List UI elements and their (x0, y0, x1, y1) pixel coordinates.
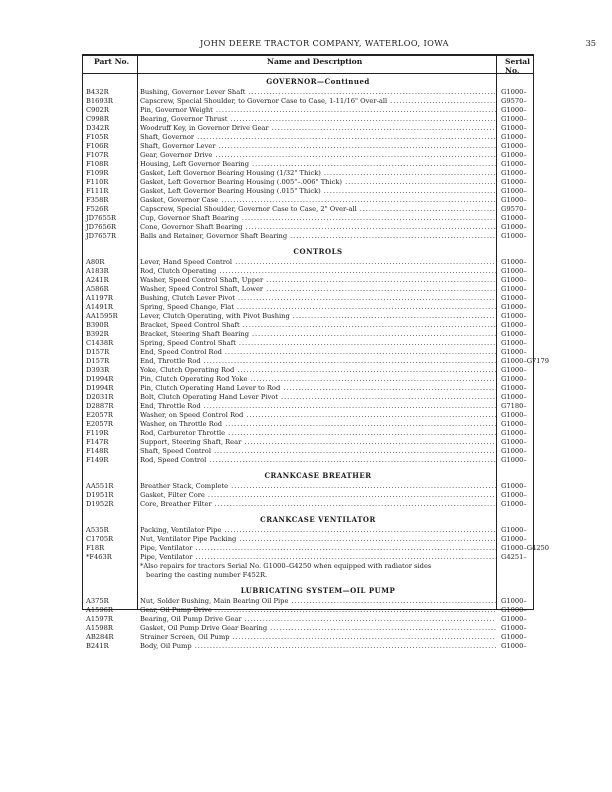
table-row (82, 115, 534, 124)
serial-number: G4251– (501, 553, 527, 561)
part-number: A1596R (86, 606, 113, 614)
part-number: C1438R (86, 339, 114, 347)
part-description: Gasket, Left Governor Bearing Housing (.015" Thick) ..... (140, 187, 496, 196)
part-description: Cup, Governor Shaft Bearing ..... (140, 214, 496, 223)
part-number: AB284R (86, 633, 114, 641)
part-number: *F463R (86, 553, 112, 561)
part-description: Support, Steering Shaft, Rear ..... (140, 438, 496, 447)
serial-number: G1000– (501, 624, 527, 632)
part-description: Rod, Clutch Operating ..... (140, 267, 496, 276)
part-description: Gasket, Oil Pump Drive Gear Bearing ..... (140, 624, 496, 633)
table-row (82, 438, 534, 447)
part-description: Gasket, Governor Case ..... (140, 196, 496, 205)
part-number: D342R (86, 124, 110, 132)
table-row (82, 357, 550, 366)
table-row (82, 553, 534, 562)
serial-number: G1000– (501, 597, 527, 605)
serial-number: G1000– (501, 276, 527, 284)
table-top-rule-inner (82, 55, 534, 56)
serial-number: G1000– (501, 393, 527, 401)
serial-number: G1000– (501, 526, 527, 534)
part-description: Bushing, Clutch Lever Pivot ..... (140, 294, 496, 303)
table-row (82, 456, 534, 465)
table-row (82, 294, 534, 303)
serial-number: G1000– (501, 429, 527, 437)
part-number: A1597R (86, 615, 113, 623)
part-description: Shaft, Governor ..... (140, 133, 496, 142)
part-description: Nut, Solder Bushing, Main Bearing Oil Pipe ..... (140, 597, 496, 606)
part-description: Bolt, Clutch Operating Hand Lever Pivot ..... (140, 393, 496, 402)
serial-number: G1000– (501, 411, 527, 419)
part-number: D1994R (86, 375, 114, 383)
serial-number: G1000– (501, 606, 527, 614)
serial-number: G1000– (501, 535, 527, 543)
table-row (82, 633, 534, 642)
part-number: A183R (86, 267, 109, 275)
page-title: JOHN DEERE TRACTOR COMPANY, WATERLOO, IOWA (200, 38, 449, 48)
footnote-line (82, 571, 534, 580)
part-number: A1197R (86, 294, 113, 302)
part-number: D157R (86, 357, 110, 365)
table-row (82, 160, 534, 169)
serial-number: G1000– (501, 339, 527, 347)
serial-number: G1000– (501, 115, 527, 123)
part-description: Spring, Speed Control Shaft ..... (140, 339, 496, 348)
part-number: F111R (86, 187, 109, 195)
table-row (82, 151, 534, 160)
part-number: AA551R (86, 482, 114, 490)
section-heading: GOVERNOR—Continued (266, 77, 370, 86)
section-heading: CRANKCASE BREATHER (264, 471, 372, 480)
serial-number: G1000– (501, 375, 527, 383)
table-row (82, 544, 550, 553)
part-number: F119R (86, 429, 109, 437)
serial-number: G1000– (501, 285, 527, 293)
part-number: F105R (86, 133, 109, 141)
table-row (82, 339, 534, 348)
part-description: Pin, Clutch Operating Hand Lever to Rod ..... (140, 384, 496, 393)
serial-number: G1000– (501, 267, 527, 275)
table-row (82, 606, 534, 615)
page-header (90, 38, 600, 50)
part-description: Rod, Carburetor Throttle ..... (140, 429, 496, 438)
serial-number: G1000– (501, 106, 527, 114)
table-row (82, 223, 534, 232)
part-number: C1705R (86, 535, 114, 543)
part-number: B390R (86, 321, 109, 329)
table-row (82, 420, 534, 429)
serial-number: G9570– (501, 205, 527, 213)
serial-number: G1000– (501, 633, 527, 641)
table-row (82, 205, 534, 214)
part-number: D393R (86, 366, 110, 374)
serial-number: G1000– (501, 615, 527, 623)
header-bottom-rule (82, 73, 534, 74)
part-description: Cone, Governor Shaft Bearing ..... (140, 223, 496, 232)
table-row (82, 375, 534, 384)
part-number: F109R (86, 169, 109, 177)
part-number: B392R (86, 330, 109, 338)
part-description: Shaft, Speed Control ..... (140, 447, 496, 456)
table-row (82, 330, 534, 339)
serial-number: G1000– (501, 330, 527, 338)
part-number: F147R (86, 438, 109, 446)
serial-number: G1000– (501, 258, 527, 266)
part-description: Pin, Clutch Operating Rod Yoke ..... (140, 375, 496, 384)
part-description: Woodruff Key, in Governor Drive Gear ..... (140, 124, 496, 133)
parts-table (82, 54, 550, 650)
part-description: Bracket, Speed Control Shaft ..... (140, 321, 496, 330)
table-row (82, 196, 534, 205)
part-number: D1951R (86, 491, 114, 499)
serial-number: G1000– (501, 214, 527, 222)
part-number: F148R (86, 447, 109, 455)
part-description: Spring, Speed Change, Flat ..... (140, 303, 496, 312)
serial-number-header: Serial No. (505, 57, 531, 75)
footnote-line (82, 562, 534, 571)
part-number: B432R (86, 88, 109, 96)
serial-number: G1000– (501, 303, 527, 311)
table-row (82, 597, 534, 606)
table-row (82, 429, 534, 438)
table-row (82, 366, 534, 375)
serial-number: G1000– (501, 447, 527, 455)
serial-number: G1000– (501, 482, 527, 490)
page-number: 35 (585, 38, 596, 48)
part-description: Balls and Retainer, Governor Shaft Bearing ..... (140, 232, 496, 241)
part-description: Breather Stack, Complete ..... (140, 482, 496, 491)
table-row (82, 384, 534, 393)
part-description: Gasket, Left Governor Bearing Housing (.005"–.006" Thick) ..... (140, 178, 496, 187)
table-row (82, 276, 534, 285)
part-description: Bracket, Steering Shaft Bearing ..... (140, 330, 496, 339)
part-number: F106R (86, 142, 109, 150)
table-row (82, 258, 534, 267)
table-row (82, 214, 534, 223)
part-number-header: Part No. (94, 57, 130, 66)
part-description: Washer, Speed Control Shaft, Lower ..... (140, 285, 496, 294)
serial-number: G1000–G4250 (501, 544, 550, 552)
serial-number: G1000– (501, 491, 527, 499)
part-description: Strainer Screen, Oil Pump ..... (140, 633, 496, 642)
part-description: Lever, Hand Speed Control ..... (140, 258, 496, 267)
part-description: Nut, Ventilator Pipe Packing ..... (140, 535, 496, 544)
part-number: A375R (86, 597, 109, 605)
serial-number: G1000– (501, 642, 527, 650)
serial-number: G1000– (501, 312, 527, 320)
section-heading: CRANKCASE VENTILATOR (260, 515, 376, 524)
table-row (82, 178, 534, 187)
part-description: Gear, Oil Pump Drive ..... (140, 606, 496, 615)
section-heading: LUBRICATING SYSTEM—OIL PUMP (240, 586, 396, 595)
part-description: End, Speed Control Rod ..... (140, 348, 496, 357)
footnote-text: bearing the casting number F452R. (146, 571, 268, 579)
table-row (82, 615, 534, 624)
table-row (82, 535, 534, 544)
part-number: D2887R (86, 402, 114, 410)
part-number: AA1595R (86, 312, 118, 320)
serial-number: G1000– (501, 223, 527, 231)
part-number: A241R (86, 276, 109, 284)
table-row (82, 500, 534, 509)
table-row (82, 124, 534, 133)
description-header: Name and Description (267, 57, 363, 66)
table-row (82, 393, 534, 402)
table-row (82, 526, 534, 535)
part-number: F149R (86, 456, 109, 464)
serial-number: G1000– (501, 169, 527, 177)
part-number: B241R (86, 642, 109, 650)
table-row (82, 232, 534, 241)
part-number: A535R (86, 526, 109, 534)
table-row (82, 133, 534, 142)
table-row (82, 285, 534, 294)
part-number: F358R (86, 196, 109, 204)
part-description: Shaft, Governor Lever ..... (140, 142, 496, 151)
part-number: F110R (86, 178, 109, 186)
part-description: Pipe, Ventilator ..... (140, 544, 496, 553)
part-description: Washer, Speed Control Shaft, Upper ..... (140, 276, 496, 285)
serial-number: G1000– (501, 366, 527, 374)
serial-number: G7180– (501, 402, 527, 410)
part-number: F107R (86, 151, 109, 159)
serial-number: G1000– (501, 196, 527, 204)
part-number: A1598R (86, 624, 113, 632)
part-number: F108R (86, 160, 109, 168)
part-description: Body, Oil Pump ..... (140, 642, 496, 651)
part-number: B1693R (86, 97, 113, 105)
table-row (82, 187, 534, 196)
table-row (82, 624, 534, 633)
part-description: Rod, Speed Control ..... (140, 456, 496, 465)
part-number: F18R (86, 544, 105, 552)
part-description: End, Throttle Rod ..... (140, 357, 496, 366)
part-number: C998R (86, 115, 109, 123)
part-description: Capscrew, Special Shoulder, Governor Case to Case, 2" Over-all ..... (140, 205, 496, 214)
serial-number: G1000– (501, 348, 527, 356)
serial-number: G1000– (501, 124, 527, 132)
table-row (82, 642, 534, 651)
serial-number: G1000– (501, 500, 527, 508)
part-description: End, Throttle Rod ..... (140, 402, 496, 411)
part-number: A80R (86, 258, 105, 266)
part-number: JD7656R (86, 223, 117, 231)
part-number: D1952R (86, 500, 114, 508)
part-number: A1491R (86, 303, 113, 311)
part-description: Capscrew, Special Shoulder, to Governor Case to Case, 1-11/16" Over-all ..... (140, 97, 496, 106)
table-row (82, 106, 534, 115)
part-description: Gasket, Filter Core ..... (140, 491, 496, 500)
part-description: Gear, Governor Drive ..... (140, 151, 496, 160)
part-number: E2057R (86, 420, 113, 428)
serial-number: G1000–G7179 (501, 357, 550, 365)
table-row (82, 447, 534, 456)
serial-number: G1000– (501, 160, 527, 168)
part-description: Pipe, Ventilator ..... (140, 553, 496, 562)
serial-number: G1000– (501, 133, 527, 141)
serial-number: G1000– (501, 294, 527, 302)
part-description: Core, Breather Filter ..... (140, 500, 496, 509)
part-number: A586R (86, 285, 109, 293)
part-number: D1994R (86, 384, 114, 392)
table-row (82, 142, 534, 151)
table-row (82, 267, 534, 276)
serial-number: G1000– (501, 178, 527, 186)
part-description: Pin, Governor Weight ..... (140, 106, 496, 115)
part-number: D157R (86, 348, 110, 356)
serial-number: G1000– (501, 151, 527, 159)
part-description: Washer, on Throttle Rod ..... (140, 420, 496, 429)
table-row (82, 88, 534, 97)
table-row (82, 312, 534, 321)
part-number: E2057R (86, 411, 113, 419)
part-description: Washer, on Speed Control Rod ..... (140, 411, 496, 420)
serial-number: G1000– (501, 438, 527, 446)
serial-number: G1000– (501, 187, 527, 195)
table-row (82, 411, 534, 420)
table-row (82, 348, 534, 357)
part-description: Yoke, Clutch Operating Rod ..... (140, 366, 496, 375)
section-heading: CONTROLS (293, 247, 343, 256)
part-description: Gasket, Left Governor Bearing Housing (1/32" Thick) ..... (140, 169, 496, 178)
serial-number: G1000– (501, 384, 527, 392)
table-row (82, 303, 534, 312)
serial-number: G1000– (501, 420, 527, 428)
table-row (82, 491, 534, 500)
serial-number: G1000– (501, 88, 527, 96)
part-description: Bearing, Governor Thrust ..... (140, 115, 496, 124)
part-number: C902R (86, 106, 109, 114)
table-row (82, 321, 534, 330)
serial-number: G1000– (501, 232, 527, 240)
serial-number: G1000– (501, 321, 527, 329)
part-description: Bearing, Oil Pump Drive Gear ..... (140, 615, 496, 624)
part-description: Bushing, Governor Lever Shaft ..... (140, 88, 496, 97)
table-row (82, 97, 534, 106)
table-row (82, 402, 534, 411)
part-description: Packing, Ventilator Pipe ..... (140, 526, 496, 535)
part-number: F526R (86, 205, 109, 213)
serial-number: G9570– (501, 97, 527, 105)
part-number: D2031R (86, 393, 114, 401)
part-number: JD7655R (86, 214, 117, 222)
footnote-text: *Also repairs for tractors Serial No. G1000–G4250 when equipped with radiator sides (140, 562, 432, 570)
table-row (82, 169, 534, 178)
table-row (82, 482, 534, 491)
part-description: Lever, Clutch Operating, with Pivot Bushing ..... (140, 312, 496, 321)
part-description: Housing, Left Governor Bearing ..... (140, 160, 496, 169)
serial-number: G1000– (501, 456, 527, 464)
part-number: JD7657R (86, 232, 117, 240)
serial-number: G1000– (501, 142, 527, 150)
